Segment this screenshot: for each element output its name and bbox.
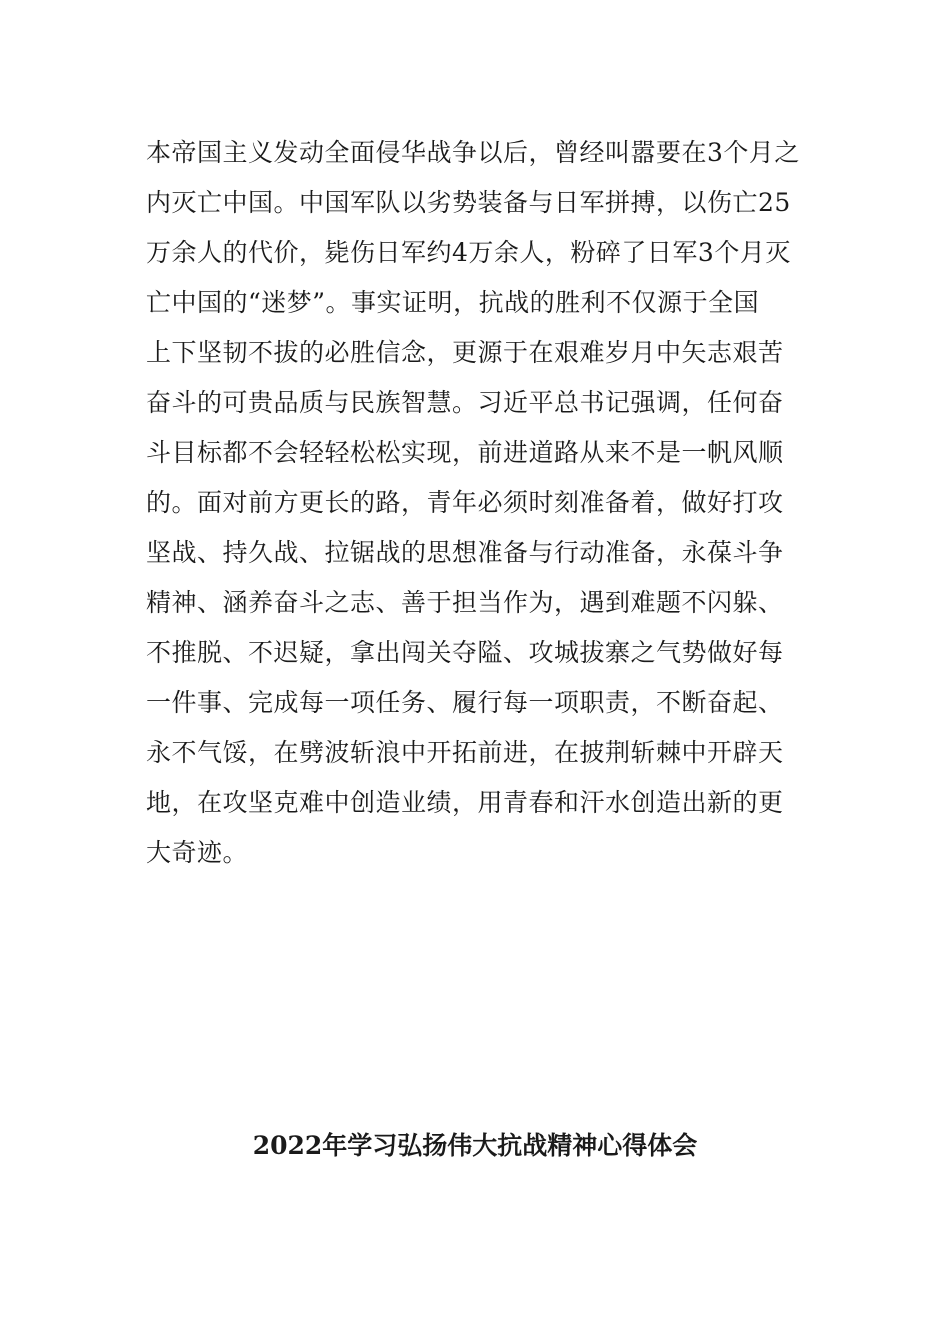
paragraph-line: 亡中国的“迷梦”。事实证明，抗战的胜利不仅源于全国 — [146, 288, 760, 317]
paragraph-line: 不推脱、不迟疑，拿出闯关夺隘、攻城拔寨之气势做好每 — [146, 638, 784, 667]
paragraph-line: 永不气馁，在劈波斩浪中开拓前进，在披荆斩棘中开辟天 — [146, 738, 784, 767]
paragraph-line: 的。面对前方更长的路，青年必须时刻准备着，做好打攻 — [146, 488, 784, 517]
paragraph-line: 本帝国主义发动全面侵华战争以后，曾经叫嚣要在3个月之 — [146, 138, 800, 167]
paragraph-line: 地，在攻坚克难中创造业绩，用青春和汗水创造出新的更 — [146, 788, 784, 817]
paragraph-line: 大奇迹。 — [146, 838, 249, 867]
paragraph-line: 万余人的代价，毙伤日军约4万余人，粉碎了日军3个月灭 — [146, 238, 791, 267]
paragraph-line: 斗目标都不会轻轻松松实现，前进道路从来不是一帆风顺 — [146, 438, 784, 467]
paragraph-line: 坚战、持久战、拉锯战的思想准备与行动准备，永葆斗争 — [146, 538, 784, 567]
body-paragraph — [146, 128, 811, 878]
paragraph-line: 上下坚韧不拔的必胜信念，更源于在艰难岁月中矢志艰苦 — [146, 338, 784, 367]
paragraph-line: 精神、涵养奋斗之志、善于担当作为，遇到难题不闪躲、 — [146, 588, 784, 617]
document-title: 2022年学习弘扬伟大抗战精神心得体会 — [252, 1131, 698, 1160]
paragraph-line: 内灭亡中国。中国军队以劣势装备与日军拼搏，以伤亡25 — [146, 188, 791, 217]
paragraph-line: 一件事、完成每一项任务、履行每一项职责，不断奋起、 — [146, 688, 784, 717]
paragraph-line: 奋斗的可贵品质与民族智慧。习近平总书记强调，任何奋 — [146, 388, 784, 417]
